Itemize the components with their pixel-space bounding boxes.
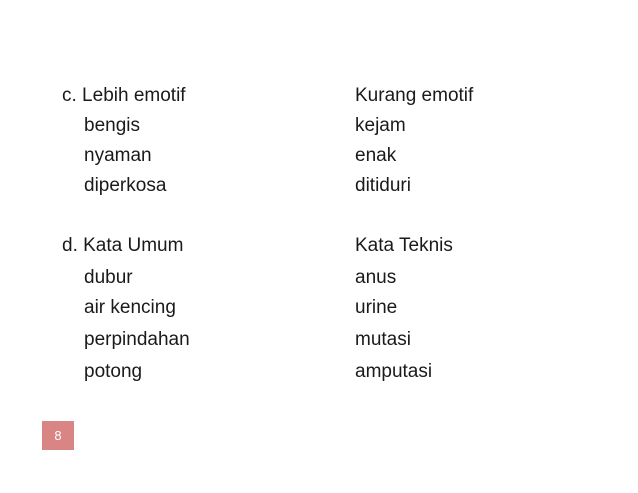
- word-pair-row: [0, 141, 638, 171]
- word-right: enak: [355, 145, 397, 166]
- word-right: urine: [355, 297, 398, 318]
- page-number-badge: 8: [42, 421, 74, 450]
- word-left: nyaman: [84, 145, 152, 166]
- word-pair-row: [0, 325, 638, 355]
- word-right: kejam: [355, 115, 406, 136]
- word-pair-row: [0, 263, 638, 293]
- word-left: bengis: [84, 115, 140, 136]
- word-left: air kencing: [84, 297, 176, 318]
- word-left: diperkosa: [84, 175, 167, 196]
- section-header-left: c. Lebih emotif: [62, 85, 186, 106]
- word-pair-row: [0, 357, 638, 387]
- word-left: potong: [84, 361, 143, 382]
- section-header-right: Kurang emotif: [355, 85, 474, 106]
- word-right: amputasi: [355, 361, 433, 382]
- section-header-left: d. Kata Umum: [62, 235, 184, 256]
- word-pair-row: [0, 111, 638, 141]
- word-left: perpindahan: [84, 329, 190, 350]
- word-right: ditiduri: [355, 175, 411, 196]
- section-header-row: [0, 231, 638, 261]
- word-pair-row: [0, 293, 638, 323]
- word-left: dubur: [84, 267, 133, 288]
- section-header-right: Kata Teknis: [355, 235, 453, 256]
- word-right: mutasi: [355, 329, 411, 350]
- section-header-row: [0, 81, 638, 111]
- word-right: anus: [355, 267, 397, 288]
- word-pair-row: [0, 171, 638, 201]
